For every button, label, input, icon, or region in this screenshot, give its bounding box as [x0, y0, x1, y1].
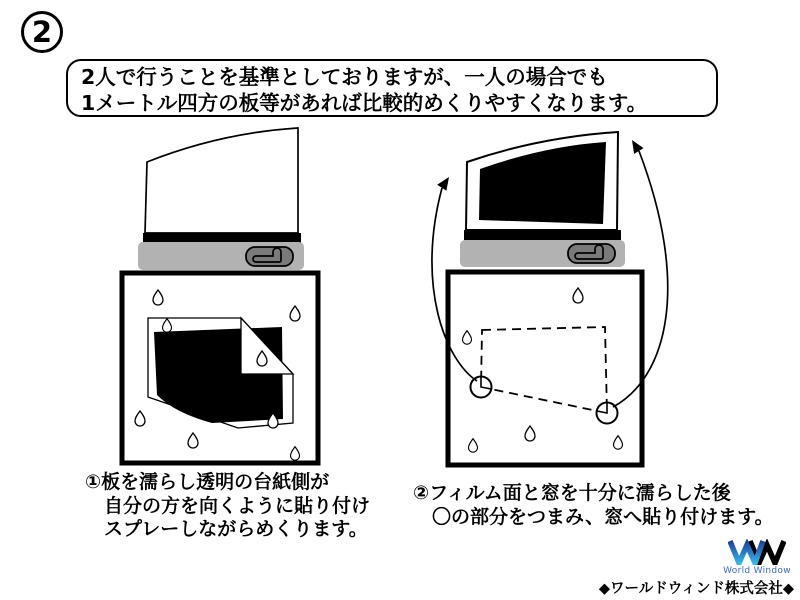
door-handle-icon	[568, 244, 615, 263]
caption-step2	[413, 482, 774, 529]
instruction-bubble	[66, 59, 718, 117]
world-window-logo-icon	[728, 539, 786, 565]
logo-subtitle: World Window	[723, 566, 791, 576]
caption-step1	[85, 471, 370, 542]
door-handle-icon	[246, 247, 293, 266]
window-glass	[145, 128, 298, 233]
caption-step1-line1: ①板を濡らし透明の台紙側が	[85, 471, 330, 493]
caption-step2-line1: ②フィルム面と窓を十分に濡らした後	[413, 482, 731, 504]
logo-w-blue	[730, 541, 763, 563]
caption-step1-line2: 自分の方を向くように貼り付け	[104, 494, 371, 517]
bubble-line-2: 1メートル四方の板等があれば比較的めくりやすくなります。	[81, 91, 648, 115]
window-seal-strip	[143, 233, 301, 243]
company-logo	[722, 539, 792, 576]
bubble-line-1: 2人で行うことを基準としておりますが、一人の場合でも	[81, 65, 608, 89]
step-number: 2	[31, 14, 53, 49]
right-illustration	[400, 125, 700, 475]
caption-step1-line3: スプレーしながらめくります。	[104, 518, 368, 540]
window-seal-strip	[464, 230, 621, 240]
wet-board	[448, 272, 642, 465]
arrowhead-icon	[632, 140, 644, 154]
company-name: ◆ワールドウィンド株式会社◆	[598, 581, 794, 597]
step-number-badge	[21, 11, 63, 53]
left-illustration	[115, 125, 365, 475]
arrowhead-icon	[437, 177, 449, 191]
caption-step2-line2: 〇の部分をつまみ、窓へ貼り付けます。	[432, 505, 774, 528]
